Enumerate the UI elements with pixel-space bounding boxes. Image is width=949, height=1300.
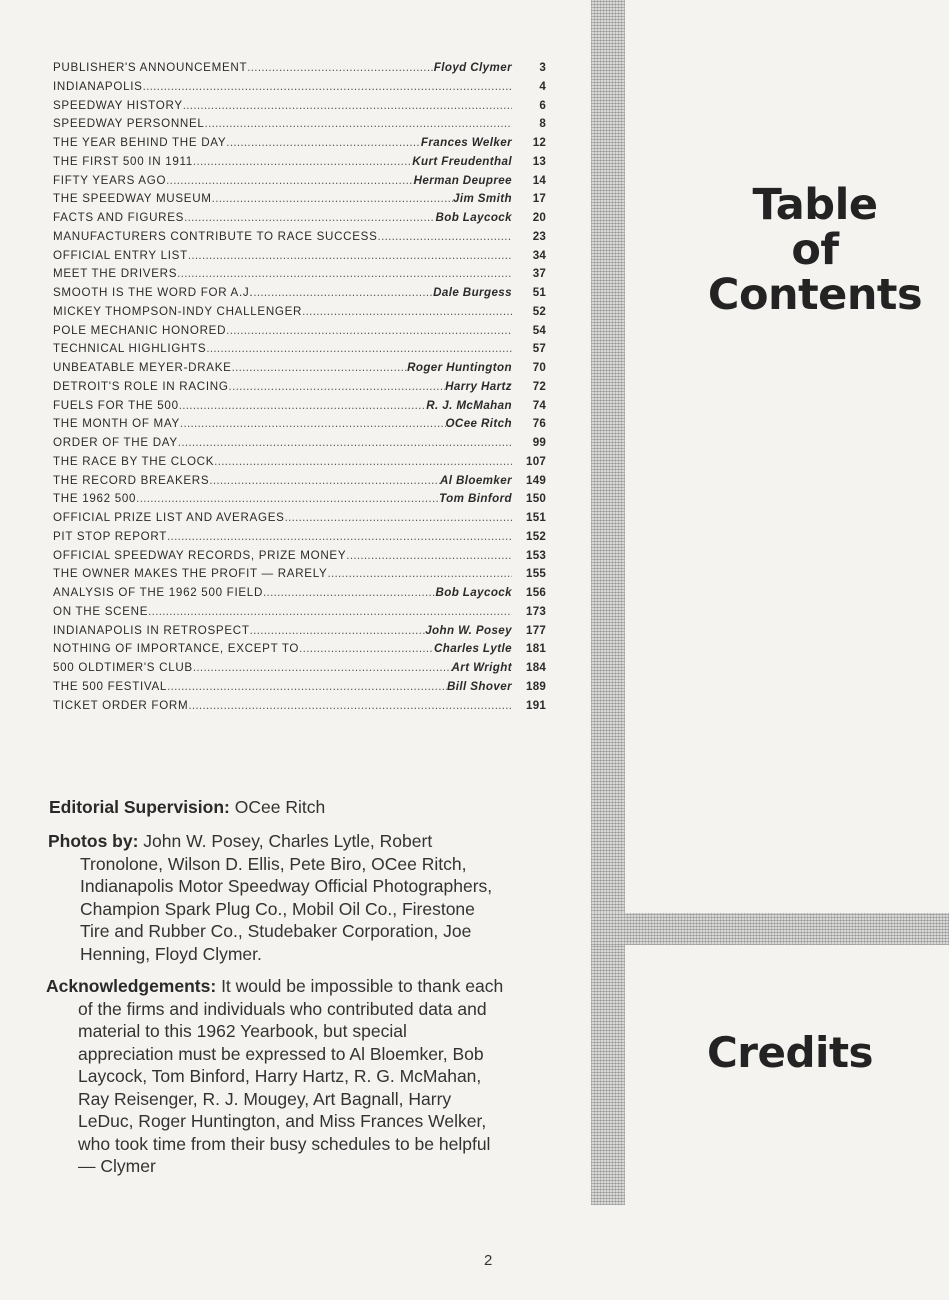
toc-entry-title: FIFTY YEARS AGO: [53, 173, 167, 187]
toc-leader-dots: [166, 172, 413, 191]
toc-entry: [53, 472, 546, 491]
toc-entry-author: Bill Shover: [447, 679, 512, 693]
toc-entry-author: Roger Huntington: [407, 361, 512, 374]
toc-entry: [53, 528, 546, 547]
toc-entry: [53, 603, 546, 622]
toc-entry-title: OFFICIAL PRIZE LIST AND AVERAGES: [53, 511, 285, 524]
toc-entry-title: MICKEY THOMPSON-INDY CHALLENGER: [53, 304, 303, 318]
toc-entry: [53, 190, 546, 209]
toc-entry: [53, 415, 546, 434]
toc-entry: [53, 490, 546, 509]
toc-entry-author: Jim Smith: [452, 192, 512, 206]
toc-entry: [53, 359, 546, 378]
toc-entry-author: Al Bloemker: [439, 473, 512, 487]
toc-entry-title: SPEEDWAY HISTORY: [53, 98, 183, 112]
acknowledgements-credit: [46, 975, 504, 1178]
toc-entry-title: NOTHING OF IMPORTANCE, EXCEPT TO: [53, 642, 300, 656]
toc-entry: [53, 303, 546, 322]
toc-leader-dots: [299, 640, 434, 659]
toc-leader-dots: [212, 190, 453, 209]
toc-entry-title: THE 500 FESTIVAL: [53, 679, 168, 693]
toc-entry: [53, 134, 546, 153]
toc-leader-dots: [193, 659, 452, 678]
toc-entry-page: 156: [526, 586, 546, 599]
toc-leader-dots: [188, 697, 512, 716]
toc-entry-page: 57: [532, 342, 546, 356]
toc-entry-page: 70: [532, 361, 546, 374]
toc-entry: [53, 547, 546, 566]
toc-entry-title: THE YEAR BEHIND THE DAY: [53, 136, 227, 149]
toc-leader-dots: [193, 153, 412, 172]
toc-entry: [53, 172, 546, 191]
toc-entry: [53, 378, 546, 397]
toc-entry-page: 8: [539, 117, 546, 131]
photos-credit: [48, 830, 506, 965]
toc-entry-page: 152: [526, 529, 546, 543]
toc-entry-title: FACTS AND FIGURES: [53, 211, 185, 224]
toc-entry-page: 149: [526, 473, 546, 487]
toc-entry: [53, 78, 546, 97]
toc-entry-title: THE RECORD BREAKERS: [53, 473, 210, 487]
toc-leader-dots: [226, 322, 512, 341]
toc-entry-page: 99: [532, 436, 546, 449]
toc-entry-page: 6: [539, 98, 546, 112]
toc-entry-author: R. J. McMahan: [426, 398, 512, 412]
toc-leader-dots: [148, 603, 512, 622]
toc-entry-page: 153: [526, 548, 546, 562]
editorial-supervision-text: OCee Ritch: [234, 797, 326, 817]
toc-leader-dots: [346, 547, 512, 566]
toc-entry: [53, 247, 546, 266]
toc-entry-title: 500 OLDTIMER'S CLUB: [53, 661, 193, 674]
table-of-contents-list: [53, 59, 546, 715]
toc-entry-page: 76: [532, 417, 546, 431]
toc-entry-title: PUBLISHER'S ANNOUNCEMENT: [53, 61, 248, 74]
toc-entry-title: SMOOTH IS THE WORD FOR A.J.: [53, 286, 254, 299]
toc-leader-dots: [263, 584, 435, 603]
toc-leader-dots: [302, 303, 512, 322]
toc-entry-page: 51: [532, 286, 546, 299]
toc-entry-page: 13: [532, 154, 546, 168]
toc-entry-page: 177: [526, 623, 546, 637]
toc-entry-author: Floyd Clymer: [433, 61, 512, 74]
toc-entry: [53, 340, 546, 359]
toc-entry-author: Kurt Freudenthal: [412, 154, 512, 168]
toc-entry-title: THE FIRST 500 IN 1911: [53, 154, 193, 168]
toc-entry: [53, 265, 546, 284]
toc-leader-dots: [183, 97, 512, 116]
toc-entry-page: 107: [526, 454, 546, 468]
toc-entry-author: Frances Welker: [420, 136, 512, 149]
toc-leader-dots: [178, 434, 512, 453]
toc-entry-page: 37: [532, 267, 546, 281]
toc-entry: [53, 228, 546, 247]
toc-entry-page: 54: [532, 323, 546, 337]
toc-entry-author: Bob Laycock: [435, 586, 512, 599]
toc-entry-title: ANALYSIS OF THE 1962 500 FIELD: [53, 586, 264, 599]
toc-entry-page: 189: [526, 679, 546, 693]
toc-leader-dots: [214, 453, 512, 472]
toc-entry-author: Art Wright: [451, 661, 512, 674]
toc-entry-author: OCee Ritch: [445, 417, 512, 431]
toc-entry-page: 150: [526, 492, 546, 506]
toc-entry: [53, 209, 546, 228]
toc-entry-author: Tom Binford: [439, 492, 512, 506]
page-number: 2: [484, 1252, 493, 1269]
toc-entry-page: 34: [532, 248, 546, 262]
toc-entry-page: 191: [526, 698, 546, 712]
toc-entry-page: 155: [526, 567, 546, 581]
toc-entry-page: 4: [539, 79, 546, 93]
toc-entry-title: THE RACE BY THE CLOCK: [53, 454, 215, 468]
toc-entry: [53, 509, 546, 528]
toc-leader-dots: [232, 359, 407, 378]
toc-leader-dots: [247, 59, 434, 78]
toc-entry: [53, 115, 546, 134]
toc-leader-dots: [250, 622, 426, 641]
toc-entry-title: ORDER OF THE DAY: [53, 436, 178, 449]
toc-entry: [53, 659, 546, 678]
toc-entry-page: 17: [532, 192, 546, 206]
toc-entry-title: PIT STOP REPORT: [53, 529, 168, 543]
toc-entry: [53, 397, 546, 416]
toc-entry-title: THE OWNER MAKES THE PROFIT — RARELY: [53, 567, 328, 581]
toc-entry-page: 184: [526, 661, 546, 674]
decorative-vertical-stripe: [591, 0, 625, 1205]
photos-text: John W. Posey, Charles Lytle, Robert Tronolone, Wilson D. Ellis, Pete Biro, OCee Ritch, Indianapolis Motor Speedway Official Photographers, Champion Spark Plug Co., Mobil Oil Co., Firestone Tire and Rubber Co., Studebaker Corporation, Joe Henning, Floyd Clymer.: [80, 831, 493, 964]
toc-entry-title: MEET THE DRIVERS: [53, 267, 178, 281]
toc-entry: [53, 584, 546, 603]
toc-entry-author: Charles Lytle: [433, 642, 512, 656]
editorial-supervision-label: Editorial Supervision:: [49, 797, 230, 817]
toc-entry-title: UNBEATABLE MEYER-DRAKE: [53, 361, 232, 374]
toc-entry-title: MANUFACTURERS CONTRIBUTE TO RACE SUCCESS: [53, 229, 378, 243]
toc-entry: [53, 97, 546, 116]
toc-leader-dots: [177, 265, 512, 284]
toc-entry: [53, 153, 546, 172]
toc-entry-author: John W. Posey: [425, 623, 512, 637]
toc-leader-dots: [206, 340, 512, 359]
toc-entry: [53, 640, 546, 659]
toc-entry-author: Bob Laycock: [435, 211, 512, 224]
toc-entry: [53, 322, 546, 341]
toc-entry-author: Harry Hartz: [445, 379, 512, 393]
toc-entry: [53, 678, 546, 697]
toc-leader-dots: [167, 528, 512, 547]
acknowledgements-text: It would be impossible to thank each of the firms and individuals who contributed data and material to this 1962 Yearbook, but special appreciation must be expressed to Al Bloemker, Bob Laycock, Tom Binford, Harry Hartz, R. G. McMahan, Ray Reisenger, R. J. Mougey, Art Bagnall, Harry LeDuc, Roger Huntington, and Miss Frances Welker, who took time from their busy schedules to be helpful — Clymer: [78, 976, 504, 1176]
toc-entry-page: 74: [532, 398, 546, 412]
toc-entry-page: 23: [532, 229, 546, 243]
toc-entry: [53, 622, 546, 641]
toc-entry-title: INDIANAPOLIS IN RETROSPECT: [53, 623, 250, 637]
editorial-supervision-credit: [49, 796, 509, 819]
toc-entry: [53, 453, 546, 472]
toc-entry-title: OFFICIAL ENTRY LIST: [53, 248, 188, 262]
toc-leader-dots: [179, 397, 427, 416]
decorative-horizontal-stripe: [591, 913, 949, 945]
toc-entry-title: TECHNICAL HIGHLIGHTS: [53, 342, 207, 356]
toc-leader-dots: [167, 678, 447, 697]
toc-entry-title: INDIANAPOLIS: [53, 79, 143, 93]
toc-leader-dots: [253, 284, 433, 303]
toc-entry: [53, 697, 546, 716]
toc-leader-dots: [180, 415, 446, 434]
toc-entry-title: DETROIT'S ROLE IN RACING: [53, 379, 229, 393]
toc-entry-title: ON THE SCENE: [53, 604, 149, 618]
toc-entry-title: TICKET ORDER FORM: [53, 698, 189, 712]
toc-entry-title: THE SPEEDWAY MUSEUM: [53, 192, 212, 206]
toc-entry-title: POLE MECHANIC HONORED: [53, 323, 227, 337]
toc-leader-dots: [378, 228, 512, 247]
toc-leader-dots: [229, 378, 446, 397]
toc-entry-author: Dale Burgess: [433, 286, 512, 299]
toc-entry-page: 3: [539, 61, 546, 74]
toc-entry-page: 52: [532, 304, 546, 318]
toc-entry-page: 173: [526, 604, 546, 618]
toc-entry-title: OFFICIAL SPEEDWAY RECORDS, PRIZE MONEY: [53, 548, 347, 562]
toc-leader-dots: [205, 115, 512, 134]
table-of-contents-heading: Table of Contents: [707, 180, 923, 321]
toc-leader-dots: [209, 472, 440, 491]
toc-leader-dots: [143, 78, 512, 97]
toc-leader-dots: [285, 509, 512, 528]
toc-leader-dots: [188, 247, 512, 266]
toc-entry-page: 12: [532, 136, 546, 149]
toc-entry: [53, 284, 546, 303]
photos-label: Photos by:: [48, 831, 139, 851]
toc-leader-dots: [184, 209, 435, 228]
toc-leader-dots: [327, 565, 512, 584]
toc-entry-page: 14: [532, 173, 546, 187]
toc-leader-dots: [136, 490, 439, 509]
toc-entry: [53, 565, 546, 584]
toc-entry-page: 20: [532, 211, 546, 224]
toc-entry-page: 181: [526, 642, 546, 656]
toc-entry: [53, 434, 546, 453]
acknowledgements-label: Acknowledgements:: [46, 976, 217, 996]
toc-leader-dots: [226, 134, 421, 153]
toc-entry-page: 151: [526, 511, 546, 524]
toc-entry-title: THE 1962 500: [53, 492, 137, 506]
toc-entry-title: FUELS FOR THE 500: [53, 398, 179, 412]
toc-entry-title: THE MONTH OF MAY: [53, 417, 180, 431]
toc-entry-author: Herman Deupree: [413, 173, 512, 187]
toc-entry-page: 72: [532, 379, 546, 393]
toc-entry-title: SPEEDWAY PERSONNEL: [53, 117, 205, 131]
credits-heading: Credits: [706, 1028, 874, 1077]
toc-entry: [53, 59, 546, 78]
